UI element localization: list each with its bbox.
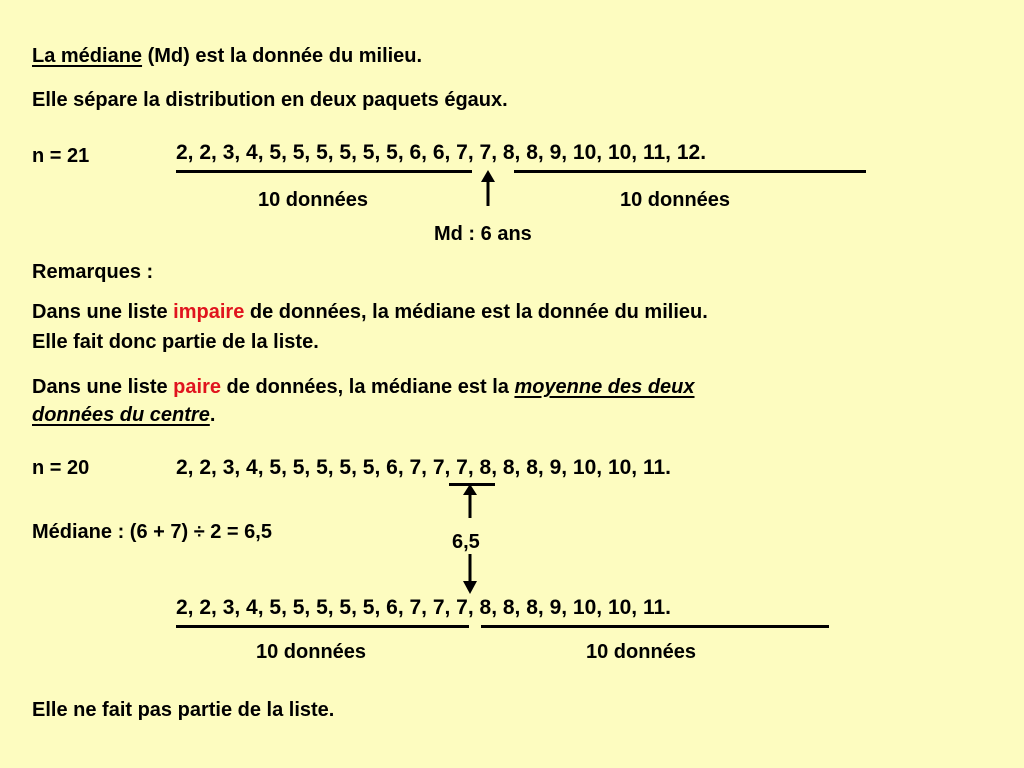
remark-even-before: Dans une liste [32,376,168,398]
even-center-up-arrow-icon [462,484,478,518]
odd-left-count: 10 données [258,189,369,211]
even-down-arrow-icon [462,554,478,594]
even-left-count: 10 données [256,641,367,663]
even-median-result: 6,5 [452,531,480,553]
odd-median-value: Md : 6 ans [434,223,532,245]
median-formula: Médiane : (6 + 7) ÷ 2 = 6,5 [32,521,272,543]
odd-data-list: 2, 2, 3, 4, 5, 5, 5, 5, 5, 5, 6, 6, 7, 7, 8, 8, 9, 10, 10, 11, 12. [176,141,707,164]
remark-odd-highlight: impaire [173,301,245,323]
even-left-bracket-line [176,625,469,628]
odd-right-count: 10 données [620,189,731,211]
remark-even-emphasis-1: moyenne des deux [514,376,695,398]
remark-even-end: . [209,404,216,426]
title-line [32,44,422,68]
n-21-label: n = 21 [32,145,90,167]
even-data-list: 2, 2, 3, 4, 5, 5, 5, 5, 5, 6, 7, 7, 7, 8, 8, 8, 9, 10, 10, 11. [176,456,672,479]
title-rest: (Md) est la donnée du milieu. [147,45,423,67]
even-data-list-repeat: 2, 2, 3, 4, 5, 5, 5, 5, 5, 6, 7, 7, 7, 8, 8, 8, 9, 10, 10, 11. [176,596,672,619]
remarks-heading: Remarques : [32,261,154,283]
remark-odd-before: Dans une liste [32,301,168,323]
remark-odd-line2: Elle fait donc partie de la liste. [32,331,319,353]
conclusion: Elle ne fait pas partie de la liste. [32,699,335,721]
remark-even-line2 [32,403,215,427]
remark-even-after: de données, la médiane est la [226,376,509,398]
odd-left-bracket-line [176,170,472,173]
median-term: La médiane [32,45,143,67]
even-right-count: 10 données [586,641,697,663]
n-20-label: n = 20 [32,457,90,479]
subtitle: Elle sépare la distribution en deux paquets égaux. [32,89,508,111]
odd-right-bracket-line [514,170,866,173]
remark-odd-line1 [32,300,708,324]
remark-even-line1 [32,375,695,399]
odd-median-arrow-icon [480,170,496,206]
remark-odd-after: de données, la médiane est la donnée du milieu. [249,301,708,323]
remark-even-highlight: paire [173,376,221,398]
even-right-bracket-line [481,625,829,628]
remark-even-emphasis-2: données du centre [32,404,210,426]
